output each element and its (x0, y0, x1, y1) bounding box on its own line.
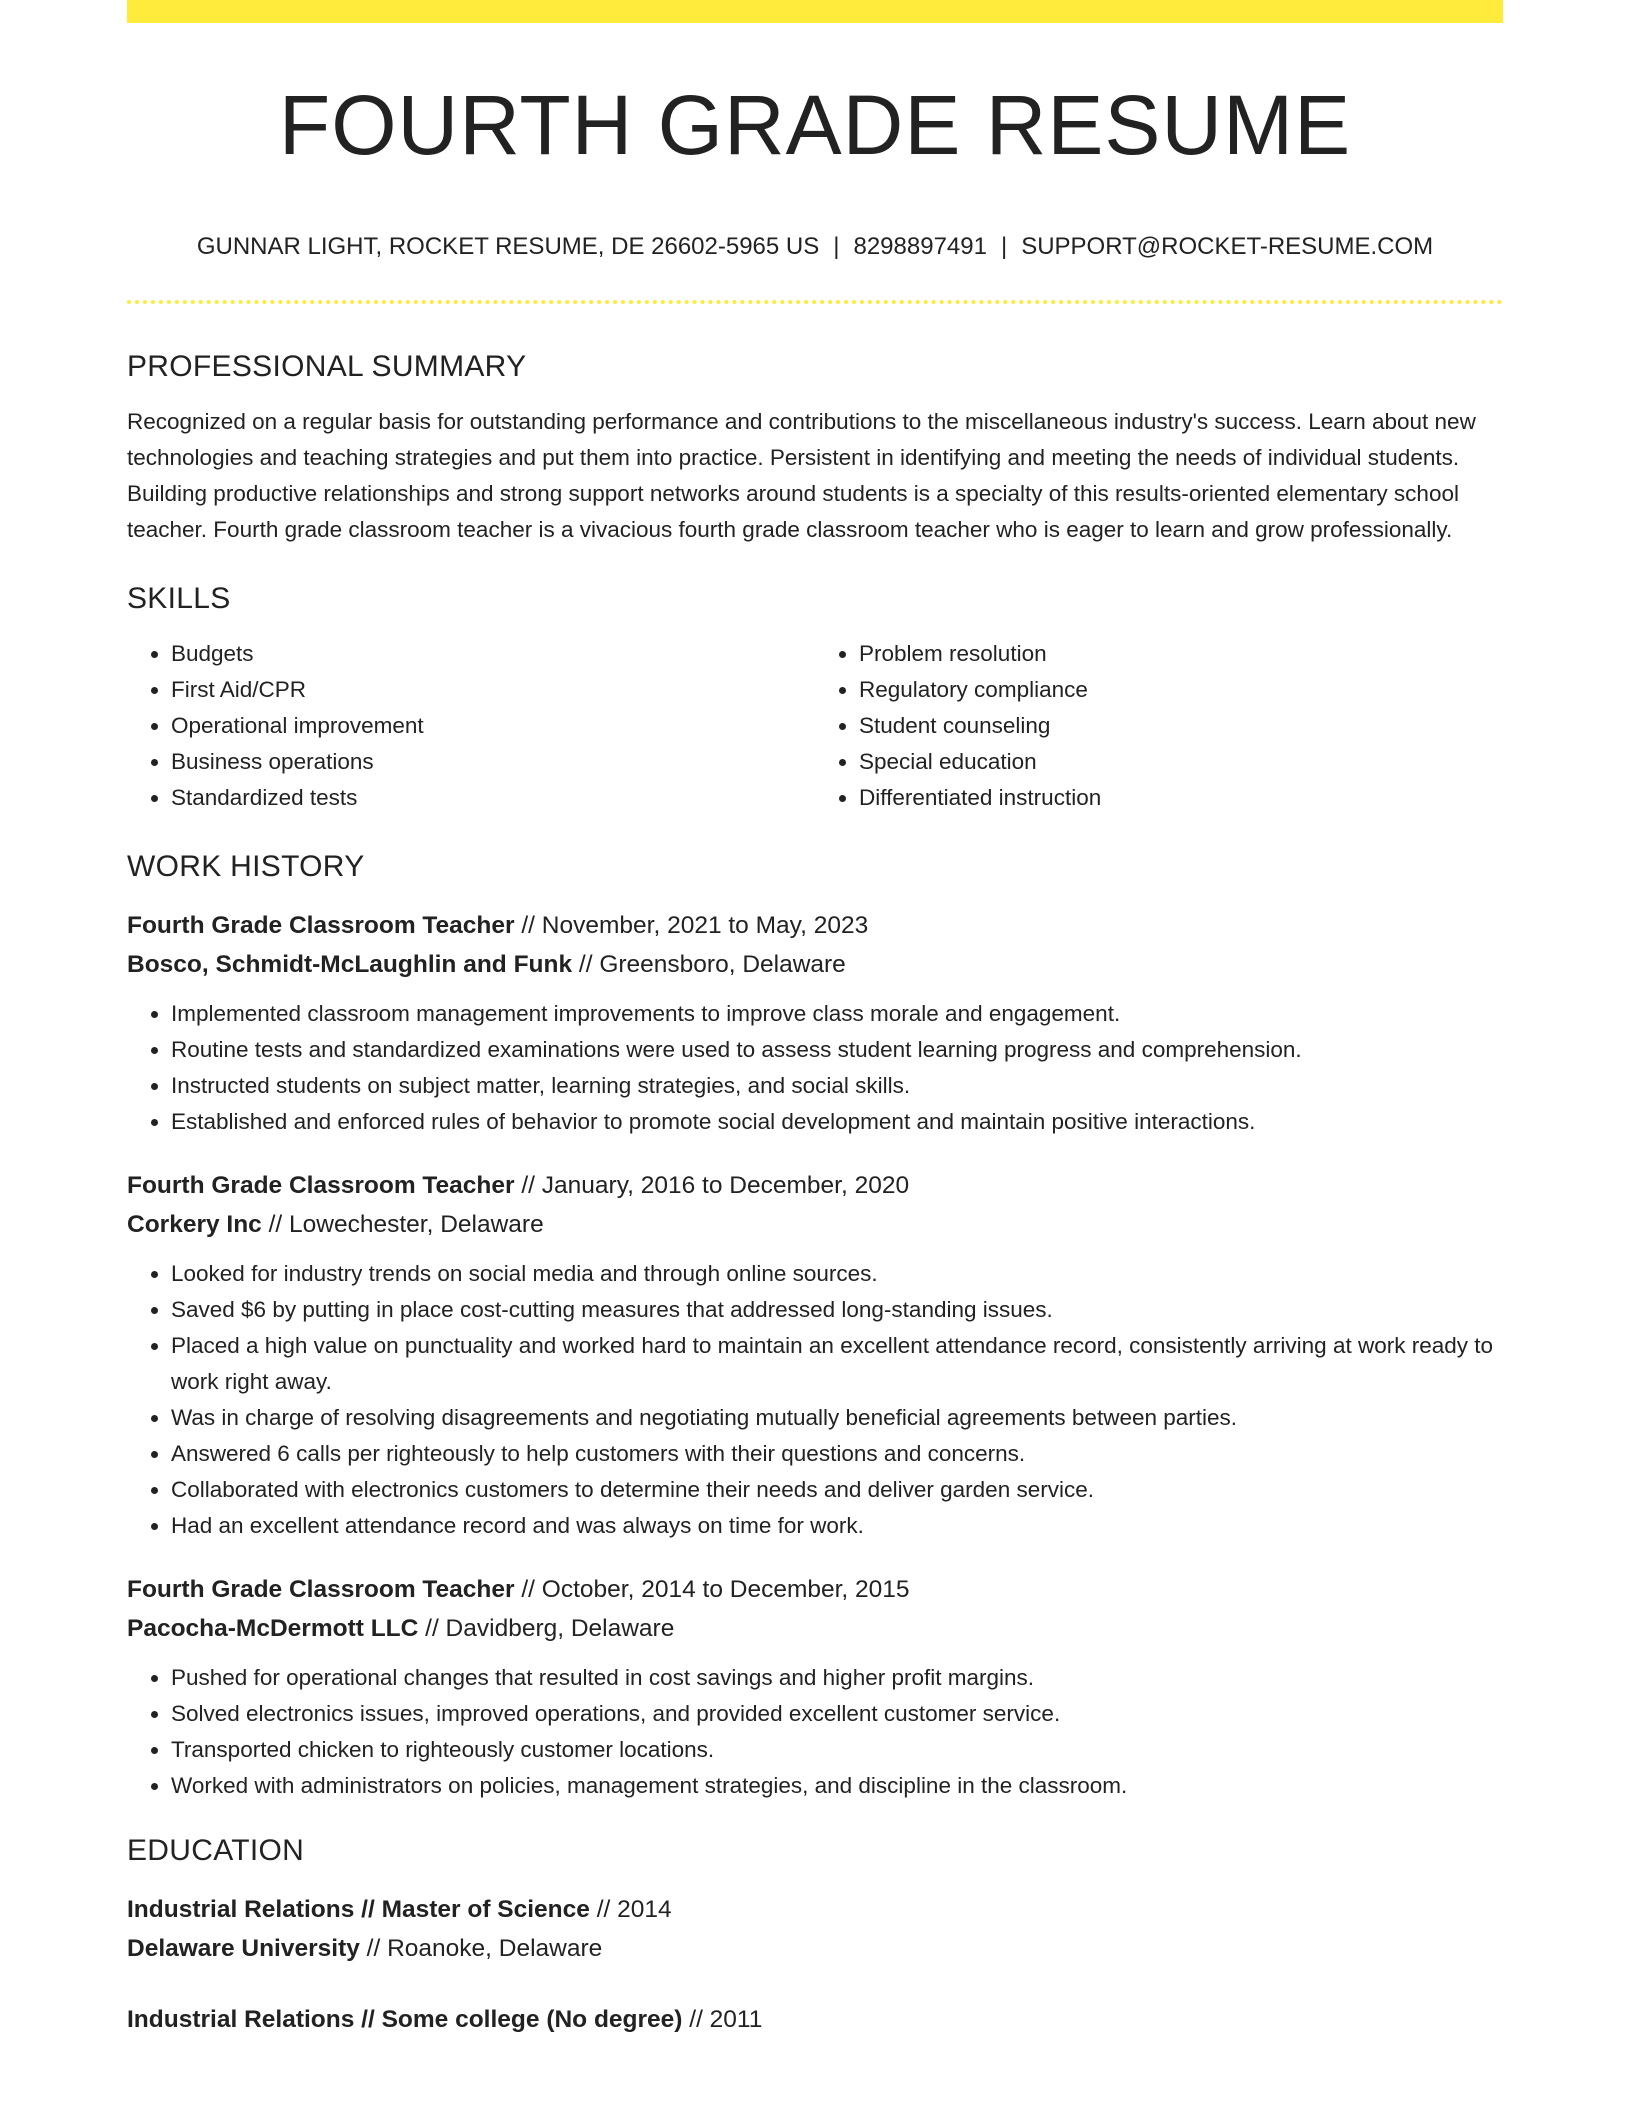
dotted-divider (127, 300, 1503, 304)
job-bullet: • Worked with administrators on policies, management strategies, and discipline in the classroom. (171, 1768, 1503, 1804)
summary-text: Recognized on a regular basis for outstanding performance and contributions to the miscellaneous industry's success. Learn about new technologies and teaching strategies and put them into practice. Persistent in identifying and meeting the needs of individual students. Building productive relationships and strong support networks around students is a specialty of this results-oriented elementary school teacher. Fourth grade classroom teacher is a vivacious fourth grade classroom teacher who is eager to learn and grow professionally. (127, 408, 1476, 542)
education-degree: Industrial Relations // Master of Science (127, 1895, 590, 1923)
job-location: // Greensboro, Delaware (572, 950, 846, 978)
resume-page (127, 0, 1503, 2039)
education-location: // Roanoke, Delaware (359, 1934, 603, 1962)
education-entry (127, 1890, 1503, 1968)
job-bullet: • Instructed students on subject matter, learning strategies, and social skills. (171, 1068, 1503, 1104)
job-title: Fourth Grade Classroom Teacher (127, 911, 515, 939)
job-bullet: • Pushed for operational changes that resulted in cost savings and higher profit margins. (171, 1660, 1503, 1696)
contact-email: SUPPORT@ROCKET-RESUME.COM (1021, 233, 1434, 260)
education-degree: Industrial Relations // Some college (No degree) (127, 2005, 683, 2033)
job-entry (127, 1570, 1503, 1804)
skills-column-left (127, 636, 815, 816)
education-degree-line (127, 2000, 1503, 2039)
job-title-line (127, 906, 1503, 945)
job-company-line (127, 945, 1503, 984)
job-bullet: • Routine tests and standardized examinations were used to assess student learning progress and comprehension. (171, 1032, 1503, 1068)
contact-address: GUNNAR LIGHT, ROCKET RESUME, DE 26602-5965 US (196, 233, 820, 260)
job-bullet: • Established and enforced rules of behavior to promote social development and maintain positive interactions. (171, 1104, 1503, 1140)
education-heading: EDUCATION (127, 1833, 305, 1867)
education-school-line (127, 1929, 1503, 1968)
skills-column-right (815, 636, 1503, 816)
job-entry (127, 906, 1503, 1140)
skills-list (127, 636, 1503, 816)
skill-item: • First Aid/CPR (171, 672, 815, 708)
work-history-heading: WORK HISTORY (127, 849, 365, 883)
job-company-line (127, 1205, 1503, 1244)
skill-item: • Student counseling (859, 708, 1503, 744)
job-bullet: • Answered 6 calls per righteously to help customers with their questions and concerns. (171, 1436, 1503, 1472)
job-bullet: • Was in charge of resolving disagreements and negotiating mutually beneficial agreements between parties. (171, 1400, 1503, 1436)
skill-item: • Operational improvement (171, 708, 815, 744)
contact-separator: | (1000, 233, 1008, 260)
job-company: Corkery Inc (127, 1210, 262, 1238)
job-company: Pacocha-McDermott LLC (127, 1614, 419, 1642)
job-location: // Lowechester, Delaware (261, 1210, 544, 1238)
job-dates: // January, 2016 to December, 2020 (514, 1171, 910, 1199)
job-bullets (127, 996, 1503, 1140)
job-entry (127, 1166, 1503, 1544)
skill-item: • Budgets (171, 636, 815, 672)
job-bullets (127, 1256, 1503, 1544)
job-title-line (127, 1166, 1503, 1205)
summary-heading: PROFESSIONAL SUMMARY (127, 349, 527, 383)
job-dates: // October, 2014 to December, 2015 (514, 1575, 910, 1603)
job-bullet: • Placed a high value on punctuality and worked hard to maintain an excellent attendance record, consistently arriving at work ready to work right away. (171, 1328, 1503, 1400)
education-entry (127, 2000, 1503, 2039)
skills-heading: SKILLS (127, 581, 231, 615)
education-degree-line (127, 1890, 1503, 1929)
job-bullets (127, 1660, 1503, 1804)
contact-info (127, 233, 1503, 262)
education-year: // 2014 (589, 1895, 672, 1923)
skill-item: • Business operations (171, 744, 815, 780)
top-accent-bar (127, 0, 1503, 23)
resume-title: FOURTH GRADE RESUME (278, 78, 1352, 172)
education-year: // 2011 (682, 2005, 763, 2033)
job-company-line (127, 1609, 1503, 1648)
contact-phone: 8298897491 (853, 233, 987, 260)
job-dates: // November, 2021 to May, 2023 (514, 911, 869, 939)
contact-separator: | (833, 233, 840, 260)
skill-item: • Standardized tests (171, 780, 815, 816)
job-bullet: • Implemented classroom management improvements to improve class morale and engagement. (171, 996, 1503, 1032)
skill-item: • Special education (859, 744, 1503, 780)
job-bullet: • Had an excellent attendance record and was always on time for work. (171, 1508, 1503, 1544)
job-title-line (127, 1570, 1503, 1609)
skill-item: • Regulatory compliance (859, 672, 1503, 708)
job-title: Fourth Grade Classroom Teacher (127, 1575, 515, 1603)
job-location: // Davidberg, Delaware (418, 1614, 675, 1642)
job-bullet: • Saved $6 by putting in place cost-cutting measures that addressed long-standing issues. (171, 1292, 1503, 1328)
education-school: Delaware University (127, 1934, 360, 1962)
job-bullet: • Looked for industry trends on social media and through online sources. (171, 1256, 1503, 1292)
skill-item: • Problem resolution (859, 636, 1503, 672)
job-title: Fourth Grade Classroom Teacher (127, 1171, 515, 1199)
job-bullet: • Transported chicken to righteously customer locations. (171, 1732, 1503, 1768)
job-bullet: • Collaborated with electronics customers to determine their needs and deliver garden service. (171, 1472, 1503, 1508)
job-company: Bosco, Schmidt-McLaughlin and Funk (127, 950, 573, 978)
job-bullet: • Solved electronics issues, improved operations, and provided excellent customer service. (171, 1696, 1503, 1732)
skill-item: • Differentiated instruction (859, 780, 1503, 816)
